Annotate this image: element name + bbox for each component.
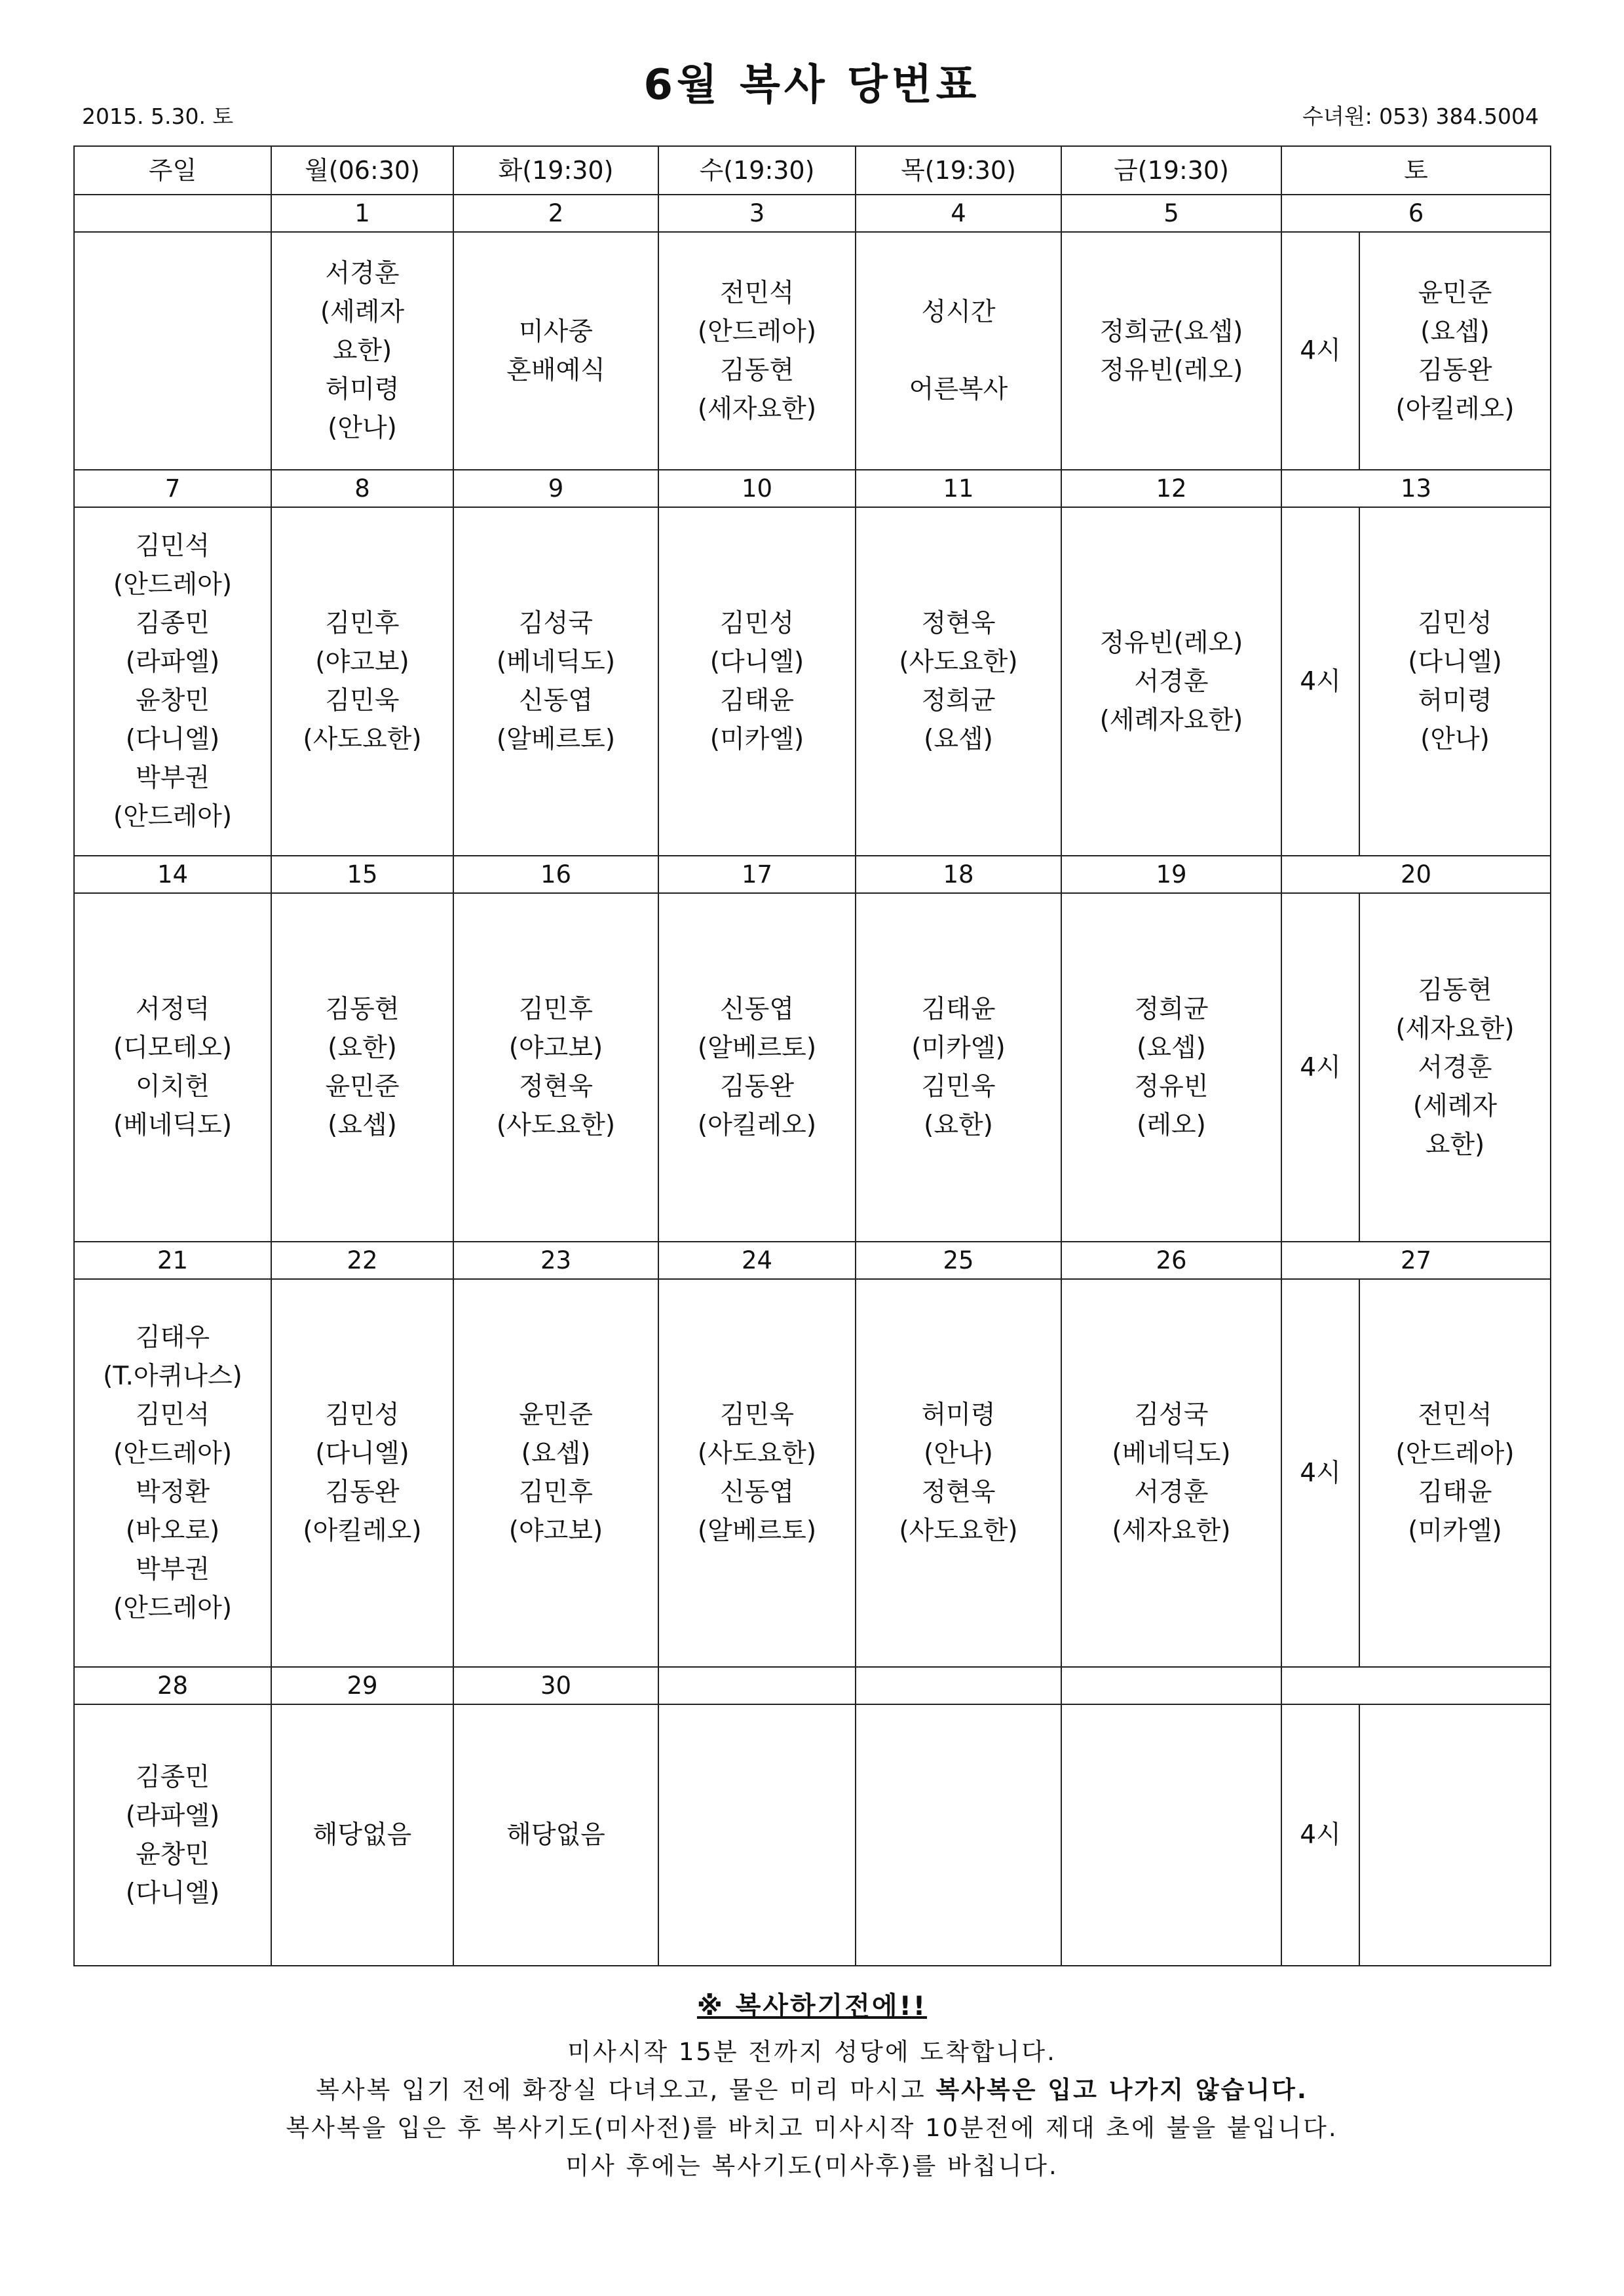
date-number-wednesday: 10 xyxy=(658,470,856,507)
assignment-row xyxy=(74,1279,1551,1667)
server-line: (야고보) xyxy=(508,1516,603,1546)
assignment-cell-sunday xyxy=(74,893,271,1242)
assignment-cell-sunday xyxy=(74,1279,271,1667)
date-row xyxy=(74,470,1551,507)
server-line: 신동엽 xyxy=(518,686,594,716)
server-line: (사도요한) xyxy=(496,1111,616,1140)
server-line: (요한) xyxy=(924,1111,993,1140)
server-line: 서경훈 xyxy=(1134,666,1209,697)
server-line: (안나) xyxy=(328,413,397,443)
date-number-sunday xyxy=(74,195,271,232)
page-title: 6월 복사 당번표 xyxy=(643,61,981,109)
assignment-cell-wednesday xyxy=(658,232,856,470)
server-line xyxy=(859,332,1058,370)
assignment-cell-monday xyxy=(271,507,453,856)
server-line: 김성국 xyxy=(518,609,594,638)
note-line xyxy=(0,2071,1624,2109)
server-line: 해당없음 xyxy=(506,1820,605,1850)
header-row xyxy=(74,146,1551,195)
server-line: (미카엘) xyxy=(1408,1516,1502,1546)
assignment-cell-sunday xyxy=(74,1704,271,1966)
server-line: 김민성 xyxy=(719,609,795,638)
date-number-thursday xyxy=(856,1667,1061,1704)
server-line: 정희균(요셉) xyxy=(1099,316,1243,347)
assignment-cell-thursday xyxy=(856,893,1061,1242)
assignment-cell-wednesday xyxy=(658,1279,856,1667)
server-line: 서경훈 xyxy=(325,259,400,288)
note-emphasis: 복사복은 입고 나가지 않습니다. xyxy=(935,2076,1308,2104)
assignment-cell-wednesday xyxy=(658,1704,856,1966)
date-number-wednesday: 3 xyxy=(658,195,856,232)
date-number-thursday: 4 xyxy=(856,195,1061,232)
assignment-row xyxy=(74,507,1551,856)
note-line: 복사복을 입은 후 복사기도(미사전)를 바치고 미사시작 10분전에 제대 초에 불을 붙입니다. xyxy=(286,2114,1338,2142)
server-line: 정현욱 xyxy=(921,1478,996,1507)
assignment-cell-thursday xyxy=(856,507,1061,856)
assignment-cell-friday xyxy=(1061,507,1281,856)
server-line: 윤민준 xyxy=(1418,278,1492,308)
saturday-time-label: 4시 xyxy=(1281,1279,1359,1667)
server-line: 어른복사 xyxy=(909,375,1008,404)
server-line: (다니엘) xyxy=(125,1878,220,1908)
server-line: 신동엽 xyxy=(719,1478,795,1507)
server-line: (알베르토) xyxy=(697,1516,817,1546)
notes-section xyxy=(0,1985,1624,2185)
server-line: 전민석 xyxy=(719,278,795,308)
assignment-cell-friday xyxy=(1061,1704,1281,1966)
assignment-cell-tuesday xyxy=(453,1279,658,1667)
server-line: 김태윤 xyxy=(921,995,996,1024)
server-line: (세례자 xyxy=(320,297,405,327)
assignment-cell-tuesday xyxy=(453,232,658,470)
server-line: 김태윤 xyxy=(1418,1478,1492,1507)
assignment-cell-thursday xyxy=(856,232,1061,470)
date-number-wednesday: 17 xyxy=(658,856,856,893)
assignment-cell-friday xyxy=(1061,1279,1281,1667)
server-line: (아킬레오) xyxy=(697,1111,817,1140)
server-line: 혼배예식 xyxy=(506,355,605,385)
assignment-cell-monday xyxy=(271,1279,453,1667)
server-line: (세례자 xyxy=(1412,1091,1498,1121)
server-line: (세례자요한) xyxy=(1099,705,1243,735)
server-line: 이치헌 xyxy=(135,1072,210,1101)
server-line: (베네딕도) xyxy=(113,1111,233,1140)
server-line: 김동현 xyxy=(1418,975,1492,1005)
server-line: (다니엘) xyxy=(709,647,804,677)
server-line: 김민후 xyxy=(518,995,594,1024)
server-line: 김민석 xyxy=(135,1400,210,1430)
server-line: (사도요한) xyxy=(303,725,422,754)
server-line: (다니엘) xyxy=(1408,647,1502,677)
server-line: 박정환 xyxy=(135,1478,210,1507)
assignment-cell-saturday xyxy=(1359,1704,1551,1966)
header-monday: 월(06:30) xyxy=(271,146,453,195)
assignment-cell-wednesday xyxy=(658,893,856,1242)
assignment-row xyxy=(74,893,1551,1242)
server-line: 요한) xyxy=(1425,1130,1485,1160)
server-line: 김민성 xyxy=(325,1400,400,1430)
server-line: 김민욱 xyxy=(325,686,400,716)
server-line: (안나) xyxy=(924,1439,993,1468)
date-number-wednesday xyxy=(658,1667,856,1704)
server-line: 김동완 xyxy=(1418,355,1492,385)
date-number-saturday: 13 xyxy=(1281,470,1551,507)
server-line: (요셉) xyxy=(1420,316,1490,347)
date-row xyxy=(74,1242,1551,1279)
date-number-sunday: 21 xyxy=(74,1242,271,1279)
assignment-cell-monday xyxy=(271,232,453,470)
assignment-cell-thursday xyxy=(856,1704,1061,1966)
server-line: 서정덕 xyxy=(135,995,210,1024)
server-line: 김민후 xyxy=(325,609,400,638)
assignment-cell-friday xyxy=(1061,893,1281,1242)
server-line: (안드레아) xyxy=(113,802,233,832)
server-line: (세자요한) xyxy=(1395,1014,1515,1044)
server-line: 김동현 xyxy=(325,995,400,1024)
server-line: (다니엘) xyxy=(315,1439,409,1468)
date-number-friday: 19 xyxy=(1061,856,1281,893)
assignment-cell-sunday xyxy=(74,232,271,470)
note-line: 미사시작 15분 전까지 성당에 도착합니다. xyxy=(567,2038,1057,2066)
server-line: 서경훈 xyxy=(1134,1478,1209,1507)
server-line: 해당없음 xyxy=(312,1820,412,1850)
saturday-time-label: 4시 xyxy=(1281,893,1359,1242)
date-number-monday: 8 xyxy=(271,470,453,507)
date-number-monday: 1 xyxy=(271,195,453,232)
server-line: 윤민준 xyxy=(325,1072,400,1101)
saturday-time-label: 4시 xyxy=(1281,1704,1359,1966)
date-number-sunday: 28 xyxy=(74,1667,271,1704)
assignment-cell-thursday xyxy=(856,1279,1061,1667)
date-number-friday: 26 xyxy=(1061,1242,1281,1279)
date-number-sunday: 7 xyxy=(74,470,271,507)
date-number-tuesday: 2 xyxy=(453,195,658,232)
server-line: 허미령 xyxy=(325,375,400,404)
header-friday: 금(19:30) xyxy=(1061,146,1281,195)
server-line: 김태윤 xyxy=(719,686,795,716)
server-line: (야고보) xyxy=(315,647,409,677)
header-sunday: 주일 xyxy=(74,146,271,195)
date-number-friday xyxy=(1061,1667,1281,1704)
saturday-time-label: 4시 xyxy=(1281,232,1359,470)
date-number-thursday: 25 xyxy=(856,1242,1061,1279)
schedule-table xyxy=(73,145,1551,1966)
server-line: (사도요한) xyxy=(899,1516,1018,1546)
assignment-cell-sunday xyxy=(74,507,271,856)
server-line: (베네딕도) xyxy=(496,647,616,677)
server-line: (요셉) xyxy=(924,725,993,754)
assignment-cell-monday xyxy=(271,893,453,1242)
server-line: 김동현 xyxy=(719,355,795,385)
notes-title: ※ 복사하기전에!! xyxy=(696,1991,928,2021)
date-row xyxy=(74,195,1551,232)
server-line: (사도요한) xyxy=(899,647,1018,677)
server-line: 김태우 xyxy=(135,1323,210,1352)
server-line: 김민성 xyxy=(1418,609,1492,638)
assignment-cell-monday xyxy=(271,1704,453,1966)
server-line: (베네딕도) xyxy=(1112,1439,1231,1468)
assignment-cell-tuesday xyxy=(453,893,658,1242)
note-text: 복사복 입기 전에 화장실 다녀오고, 물은 미리 마시고 xyxy=(316,2076,936,2104)
server-line: 김민석 xyxy=(135,531,210,561)
server-line: 정유빈 xyxy=(1134,1072,1209,1101)
date-number-monday: 15 xyxy=(271,856,453,893)
server-line: 정희균 xyxy=(921,686,996,716)
server-line: 신동엽 xyxy=(719,995,795,1024)
server-line: (안나) xyxy=(1420,725,1490,754)
date-number-tuesday: 9 xyxy=(453,470,658,507)
assignment-cell-saturday xyxy=(1359,507,1551,856)
date-number-thursday: 11 xyxy=(856,470,1061,507)
date-row xyxy=(74,856,1551,893)
server-line: 김성국 xyxy=(1134,1400,1209,1430)
server-line: 윤창민 xyxy=(135,1839,210,1869)
header-saturday: 토 xyxy=(1281,146,1551,195)
server-line: 김종민 xyxy=(135,609,210,638)
header-thursday: 목(19:30) xyxy=(856,146,1061,195)
saturday-time-label: 4시 xyxy=(1281,507,1359,856)
server-line: (미카엘) xyxy=(911,1033,1006,1063)
server-line: 정현욱 xyxy=(921,609,996,638)
server-line: (사도요한) xyxy=(697,1439,817,1468)
header-tuesday: 화(19:30) xyxy=(453,146,658,195)
server-line: 박부권 xyxy=(135,763,210,793)
contact-phone: 수녀원: 053) 384.5004 xyxy=(1302,104,1539,129)
header-wednesday: 수(19:30) xyxy=(658,146,856,195)
server-line: 성시간 xyxy=(921,297,996,327)
date-number-friday: 12 xyxy=(1061,470,1281,507)
server-line: 허미령 xyxy=(1418,686,1492,716)
server-line: 서경훈 xyxy=(1418,1052,1492,1082)
server-line: (라파엘) xyxy=(125,1801,220,1831)
date-number-saturday: 27 xyxy=(1281,1242,1551,1279)
server-line: 윤민준 xyxy=(518,1400,594,1430)
server-line: 요한) xyxy=(332,336,392,366)
server-line: (디모테오) xyxy=(113,1033,233,1063)
server-line: (요셉) xyxy=(328,1111,397,1140)
server-line: (알베르토) xyxy=(697,1033,817,1063)
assignment-cell-saturday xyxy=(1359,1279,1551,1667)
server-line: (라파엘) xyxy=(125,647,220,677)
assignment-row xyxy=(74,232,1551,470)
date-number-monday: 29 xyxy=(271,1667,453,1704)
assignment-cell-friday xyxy=(1061,232,1281,470)
server-line: (바오로) xyxy=(125,1516,220,1546)
date-number-sunday: 14 xyxy=(74,856,271,893)
server-line: 김민후 xyxy=(518,1478,594,1507)
assignment-row xyxy=(74,1704,1551,1966)
server-line: 정유빈(레오) xyxy=(1099,628,1243,658)
note-line: 미사 후에는 복사기도(미사후)를 바칩니다. xyxy=(565,2152,1059,2180)
assignment-cell-tuesday xyxy=(453,1704,658,1966)
date-number-tuesday: 16 xyxy=(453,856,658,893)
server-line: (알베르토) xyxy=(496,725,616,754)
server-line: 김민욱 xyxy=(719,1400,795,1430)
issue-date: 2015. 5.30. 토 xyxy=(82,104,234,129)
server-line: (세자요한) xyxy=(697,394,817,424)
server-line: 허미령 xyxy=(921,1400,996,1430)
server-line: (미카엘) xyxy=(709,725,804,754)
server-line: (아킬레오) xyxy=(303,1516,422,1546)
date-number-friday: 5 xyxy=(1061,195,1281,232)
server-line: (세자요한) xyxy=(1112,1516,1231,1546)
server-line: (안드레아) xyxy=(113,570,233,600)
date-number-saturday xyxy=(1281,1667,1551,1704)
assignment-cell-wednesday xyxy=(658,507,856,856)
date-row xyxy=(74,1667,1551,1704)
server-line: 김동완 xyxy=(719,1072,795,1101)
date-number-tuesday: 23 xyxy=(453,1242,658,1279)
server-line: 김동완 xyxy=(325,1478,400,1507)
server-line: (안드레아) xyxy=(697,316,817,347)
server-line: (요셉) xyxy=(1137,1033,1206,1063)
server-line: 김민욱 xyxy=(921,1072,996,1101)
date-number-tuesday: 30 xyxy=(453,1667,658,1704)
server-line: (요셉) xyxy=(521,1439,591,1468)
server-line: 김종민 xyxy=(135,1762,210,1792)
server-line: 정유빈(레오) xyxy=(1099,355,1243,385)
assignment-cell-tuesday xyxy=(453,507,658,856)
server-line: 전민석 xyxy=(1418,1400,1492,1430)
date-number-wednesday: 24 xyxy=(658,1242,856,1279)
date-number-saturday: 6 xyxy=(1281,195,1551,232)
assignment-cell-saturday xyxy=(1359,893,1551,1242)
server-line: (다니엘) xyxy=(125,725,220,754)
server-line: 윤창민 xyxy=(135,686,210,716)
server-line: (안드레아) xyxy=(113,1594,233,1623)
server-line: (안드레아) xyxy=(113,1439,233,1468)
date-number-saturday: 20 xyxy=(1281,856,1551,893)
server-line: (요한) xyxy=(328,1033,397,1063)
server-line: (아킬레오) xyxy=(1395,394,1515,424)
assignment-cell-saturday xyxy=(1359,232,1551,470)
server-line: (T.아퀴나스) xyxy=(103,1362,242,1391)
server-line: 박부권 xyxy=(135,1555,210,1584)
server-line: 정희균 xyxy=(1134,995,1209,1024)
date-number-monday: 22 xyxy=(271,1242,453,1279)
server-line: (안드레아) xyxy=(1395,1439,1515,1468)
server-line: (레오) xyxy=(1137,1111,1206,1140)
server-line: 미사중 xyxy=(518,316,594,347)
date-number-thursday: 18 xyxy=(856,856,1061,893)
server-line: (야고보) xyxy=(508,1033,603,1063)
server-line: 정현욱 xyxy=(518,1072,594,1101)
